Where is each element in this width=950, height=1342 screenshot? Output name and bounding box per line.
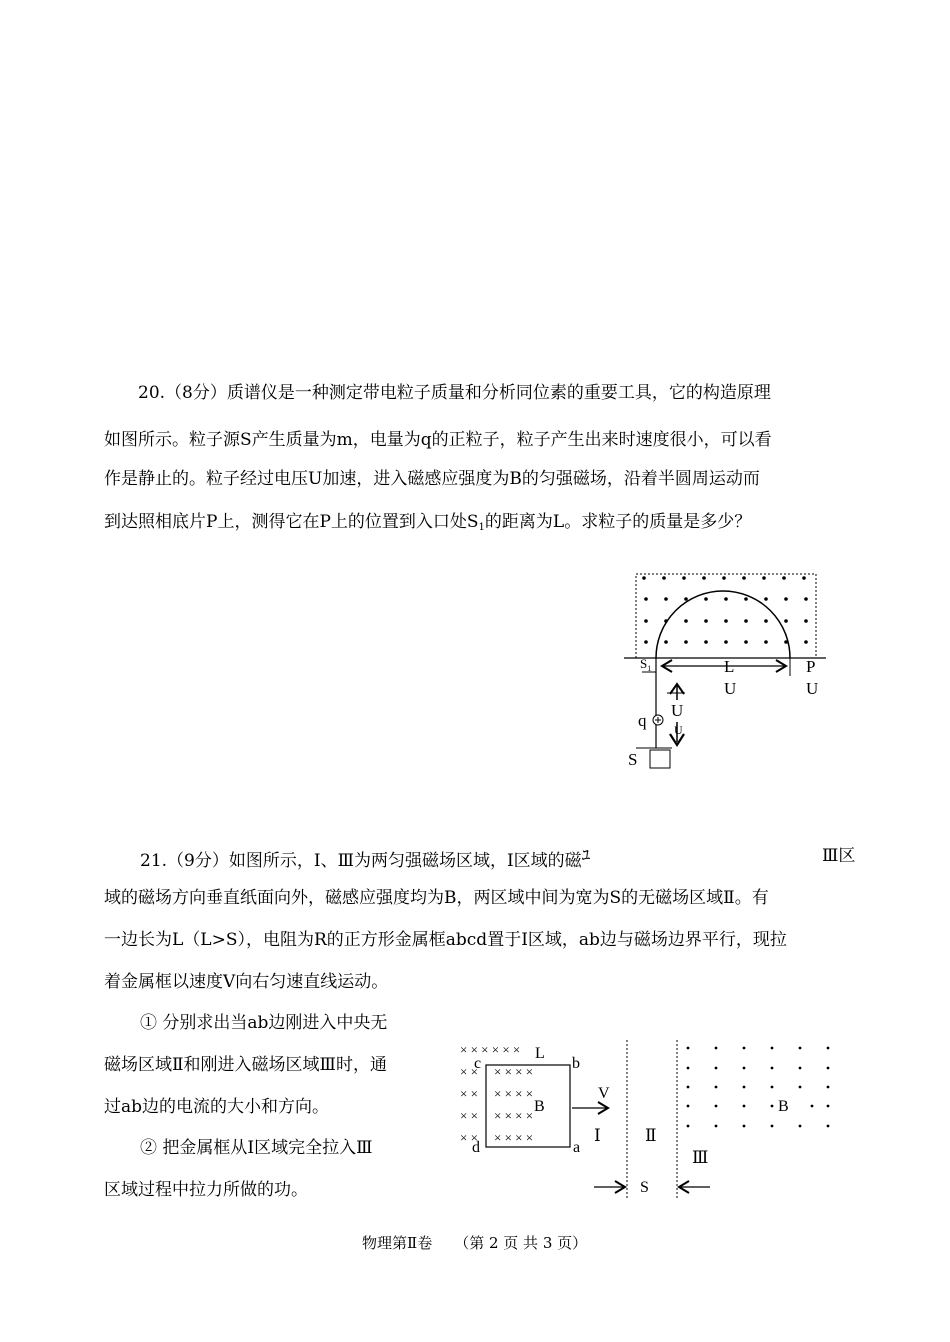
u-label-2: U bbox=[806, 679, 819, 698]
q20-line-4 bbox=[104, 512, 751, 538]
region-iii-dots bbox=[687, 1047, 830, 1128]
metal-frame-abcd bbox=[486, 1065, 570, 1147]
label-s-width: S bbox=[640, 1179, 649, 1196]
upward-arrow bbox=[670, 684, 684, 694]
svg-text:× ×: × × bbox=[460, 1086, 478, 1101]
label-d: d bbox=[472, 1139, 480, 1156]
label-v: V bbox=[598, 1085, 610, 1102]
velocity-arrow-head bbox=[598, 1102, 608, 1114]
u-label-1: U bbox=[724, 679, 737, 698]
svg-text:× × × × × ×: × × × × × × bbox=[460, 1042, 521, 1057]
q20-line-4-b: 的距离为L。求粒子的质量是多少？ bbox=[484, 512, 752, 532]
footer-page: （第 2 页 共 3 页） bbox=[454, 1234, 588, 1252]
svg-text:× × × ×: × × × × bbox=[494, 1064, 534, 1079]
s-label: S bbox=[628, 750, 638, 769]
particle-circle bbox=[653, 715, 663, 725]
l-arrow-left-head bbox=[662, 660, 672, 672]
label-c: c bbox=[474, 1055, 482, 1072]
q21-line-1 bbox=[140, 846, 594, 871]
label-b-field-3: B bbox=[778, 1098, 789, 1115]
svg-text:× ×: × × bbox=[460, 1130, 478, 1145]
footer-subject: 物理第Ⅱ卷 bbox=[362, 1234, 433, 1252]
label-b-field-1: B bbox=[534, 1098, 545, 1115]
magnetic-field-region bbox=[636, 574, 816, 658]
field-dots bbox=[642, 576, 808, 644]
s-arrow-right-head bbox=[679, 1181, 689, 1193]
q21-part1-line-3: 过ab边的电流的大小和方向。 bbox=[104, 1097, 330, 1117]
q21-line-3: 一边长为L（L>S），电阻为R的正方形金属框abcd置于Ⅰ区域，ab边与磁场边界平行，现拉 bbox=[104, 930, 787, 950]
semicircle-trajectory bbox=[656, 591, 790, 658]
q21-line-1-frag: ﾕ bbox=[581, 846, 591, 866]
q21-part2-line-2: 区域过程中拉力所做的功。 bbox=[104, 1180, 308, 1200]
q20-line-4-a: 到达照相底片P上，测得它在P上的位置到入口处S bbox=[104, 512, 479, 532]
label-b: b bbox=[572, 1055, 580, 1072]
q21-line-2: 域的磁场方向垂直纸面向外，磁感应强度均为B，两区域中间为宽为S的无磁场区域Ⅱ。有 bbox=[104, 888, 769, 908]
u-label-4: U bbox=[674, 723, 683, 737]
q-label: q bbox=[638, 711, 647, 730]
label-region-ii: Ⅱ bbox=[645, 1126, 657, 1145]
svg-text:× ×: × × bbox=[460, 1064, 478, 1079]
q21-line-1-end: Ⅲ区 bbox=[822, 846, 856, 866]
l-label: L bbox=[724, 657, 735, 676]
footer bbox=[362, 1233, 587, 1253]
q20-line-2: 如图所示。粒子源S产生质量为m，电量为q的正粒子，粒子产生出来时速度很小，可以看 bbox=[104, 430, 772, 450]
label-a: a bbox=[573, 1139, 581, 1156]
q21-line-4: 着金属框以速度V向右匀速直线运动。 bbox=[104, 972, 389, 992]
label-region-iii: Ⅲ bbox=[692, 1148, 709, 1167]
q20-line-4-sub: 1 bbox=[478, 522, 485, 533]
q21-part2-line-1: ② 把金属框从Ⅰ区域完全拉入Ⅲ bbox=[140, 1138, 373, 1158]
q20-line-1: 20.（8分）质谱仪是一种测定带电粒子质量和分析同位素的重要工具，它的构造原理 bbox=[138, 383, 771, 403]
region-i-crosses bbox=[460, 1042, 533, 1145]
p-label: P bbox=[806, 657, 816, 676]
svg-text:× × × ×: × × × × bbox=[494, 1108, 534, 1123]
particle-source-box bbox=[650, 750, 670, 768]
s-arrow-left-head bbox=[615, 1181, 625, 1193]
label-region-i: Ⅰ bbox=[594, 1126, 601, 1145]
q21-line-1-a: 21.（9分）如图所示，Ⅰ、Ⅲ为两匀强磁场区域，Ⅰ区域的磁 bbox=[140, 851, 582, 871]
svg-text:× × × ×: × × × × bbox=[494, 1086, 534, 1101]
svg-text:× × × ×: × × × × bbox=[494, 1130, 534, 1145]
l-arrow-right-head bbox=[776, 660, 786, 672]
svg-text:× ×: × × bbox=[460, 1108, 478, 1123]
s1-label: $S_1$ bbox=[640, 656, 652, 673]
downward-arrow bbox=[670, 734, 684, 745]
q21-part1-line-1: ① 分别求出当ab边刚进入中央无 bbox=[140, 1013, 388, 1033]
q20-line-3: 作是静止的。粒子经过电压U加速，进入磁感应强度为B的匀强磁场，沿着半圆周运动而 bbox=[104, 469, 760, 489]
q21-part1-line-2: 磁场区域Ⅱ和刚进入磁场区域Ⅲ时，通 bbox=[104, 1055, 387, 1075]
label-frame-l: L bbox=[535, 1045, 545, 1062]
u-label-3: U bbox=[671, 701, 684, 720]
